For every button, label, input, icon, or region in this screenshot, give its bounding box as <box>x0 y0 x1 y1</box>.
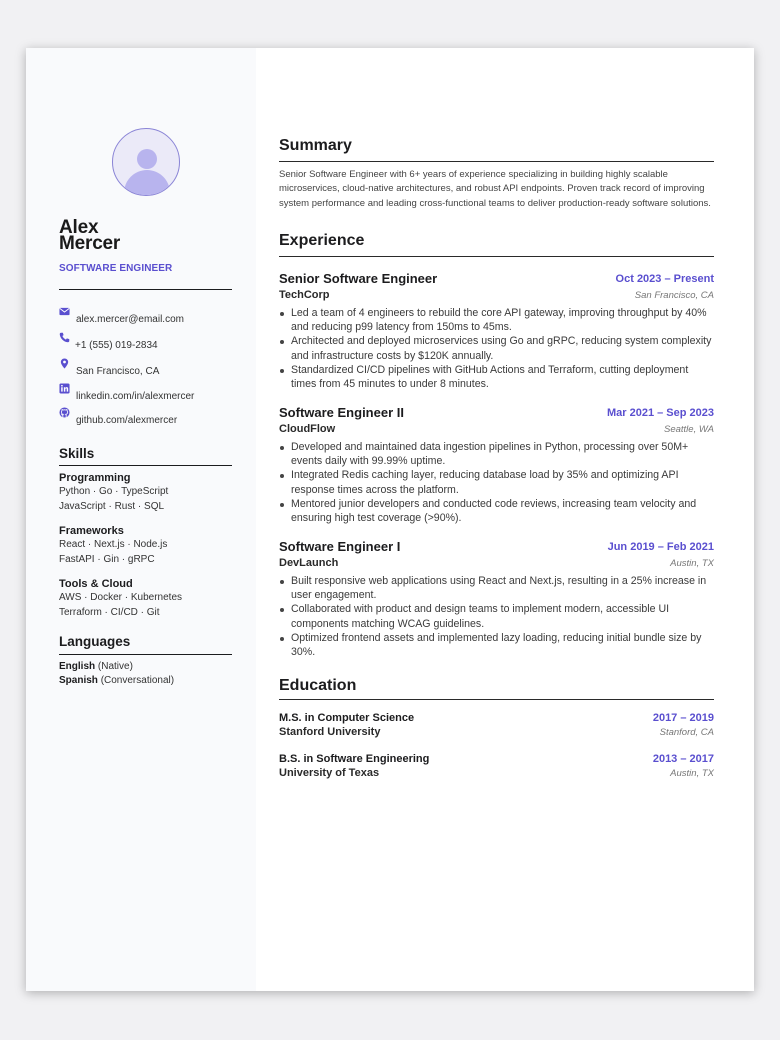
avatar <box>112 128 180 196</box>
contact-github[interactable] <box>59 407 239 425</box>
envelope-icon <box>59 306 70 317</box>
education-location: Austin, TX <box>670 768 714 779</box>
job-company: CloudFlow <box>279 423 336 435</box>
github-icon <box>59 407 70 418</box>
contact-linkedin[interactable] <box>59 383 239 401</box>
job-position: Software Engineer I <box>279 539 401 554</box>
experience-divider <box>279 256 714 257</box>
skill-group-title: Programming <box>59 472 131 484</box>
contact-location <box>59 358 239 376</box>
job-title: SOFTWARE ENGINEER <box>59 263 173 274</box>
contact-github-text[interactable]: github.com/alexmercer <box>76 415 178 426</box>
job-location: San Francisco, CA <box>634 290 714 301</box>
job-dates: Oct 2023 – Present <box>615 273 714 285</box>
education-location: Stanford, CA <box>659 727 714 738</box>
summary-heading: Summary <box>279 137 352 154</box>
contact-phone-text[interactable]: +1 (555) 019-2834 <box>75 340 158 351</box>
languages-divider <box>59 654 232 655</box>
summary-text: Senior Software Engineer with 6+ years of experience specializing in building highly scalable microservices, cloud-native architectures, and robust API endpoints. Proven track record of improving system performance and leading cross-functional teams to deliver production-ready software solutions. <box>279 169 711 209</box>
job-bullets <box>279 440 714 525</box>
phone-icon <box>59 332 70 343</box>
sidebar-divider <box>59 289 232 290</box>
sidebar <box>26 48 256 991</box>
job-bullet: Led a team of 4 engineers to rebuild the core API gateway, improving throughput by 40% and reducing p99 latency from 150ms to 45ms. <box>279 306 714 334</box>
skills-heading: Skills <box>59 446 95 461</box>
skill-group-title: Tools & Cloud <box>59 578 133 590</box>
contact-location-text: San Francisco, CA <box>76 366 160 377</box>
education-dates: 2013 – 2017 <box>652 753 714 765</box>
job-bullet: Built responsive web applications using React and Next.js, resulting in a 25% increase in user engagement. <box>279 574 714 602</box>
full-name <box>59 217 121 254</box>
resume-page <box>26 48 754 991</box>
job-bullet: Integrated Redis caching layer, reducing database load by 35% and optimizing API response times across the platform. <box>279 468 714 496</box>
skill-line: JavaScript · Rust · SQL <box>59 500 165 512</box>
skill-line: FastAPI · Gin · gRPC <box>59 553 155 565</box>
job-bullets <box>279 574 714 659</box>
job-dates: Mar 2021 – Sep 2023 <box>606 407 714 419</box>
linkedin-icon <box>59 383 70 394</box>
education-degree: M.S. in Computer Science <box>279 712 415 724</box>
skill-line: Python · Go · TypeScript <box>59 486 169 497</box>
contact-email-text[interactable]: alex.mercer@email.com <box>76 314 184 325</box>
contact-phone[interactable] <box>59 332 239 350</box>
job-dates: Jun 2019 – Feb 2021 <box>607 541 714 553</box>
contact-linkedin-text[interactable]: linkedin.com/in/alexmercer <box>76 391 195 402</box>
languages-heading: Languages <box>59 634 131 649</box>
education-school: Stanford University <box>279 726 381 738</box>
skill-group-frameworks <box>59 524 239 567</box>
language-item <box>59 660 133 674</box>
job-bullet: Architected and deployed microservices using Go and gRPC, reducing system complexity and infrastructure costs by $120K annually. <box>279 334 714 362</box>
job-bullet: Developed and maintained data ingestion pipelines in Python, processing over 50M+ events daily with 99.99% uptime. <box>279 440 714 468</box>
job-bullet: Mentored junior developers and conducted code reviews, increasing team velocity and ensuring high test coverage (>90%). <box>279 497 714 525</box>
skill-line: Terraform · CI/CD · Git <box>59 606 160 618</box>
job-position: Senior Software Engineer <box>279 271 438 286</box>
job-bullet: Optimized frontend assets and implemented lazy loading, reducing initial bundle size by 30%. <box>279 631 714 659</box>
language-level: (Native) <box>97 661 133 672</box>
contact-email[interactable] <box>59 306 239 324</box>
job-company: TechCorp <box>279 289 330 301</box>
language-item <box>59 674 174 688</box>
education-degree: B.S. in Software Engineering <box>279 753 430 765</box>
skill-group-tools-cloud <box>59 577 239 620</box>
first-name: Alex <box>59 217 99 238</box>
language-name: English <box>59 661 96 672</box>
skills-divider <box>59 465 232 466</box>
avatar-head <box>137 149 157 169</box>
avatar-body <box>124 170 170 196</box>
skill-group-title: Frameworks <box>59 525 124 537</box>
job-bullet: Collaborated with product and design teams to implement modern, accessible UI components matching WCAG guidelines. <box>279 602 714 630</box>
job-location: Seattle, WA <box>664 424 714 435</box>
job-bullet: Standardized CI/CD pipelines with GitHub Actions and Terraform, cutting deployment times from 45 minutes to under 8 minutes. <box>279 363 714 391</box>
job-company: DevLaunch <box>279 557 339 569</box>
education-heading: Education <box>279 677 357 694</box>
skill-line: React · Next.js · Node.js <box>59 539 168 550</box>
experience-heading: Experience <box>279 232 365 249</box>
skill-group-programming <box>59 471 239 514</box>
education-dates: 2017 – 2019 <box>652 712 714 724</box>
education-divider <box>279 699 714 700</box>
job-position: Software Engineer II <box>279 405 404 420</box>
education-school: University of Texas <box>279 767 380 779</box>
language-name: Spanish <box>59 675 98 686</box>
map-pin-icon <box>59 358 70 369</box>
summary-divider <box>279 161 714 162</box>
last-name: Mercer <box>59 233 121 254</box>
job-location: Austin, TX <box>670 558 714 569</box>
skill-line: AWS · Docker · Kubernetes <box>59 592 183 603</box>
job-bullets <box>279 306 714 391</box>
language-level: (Conversational) <box>100 675 175 686</box>
